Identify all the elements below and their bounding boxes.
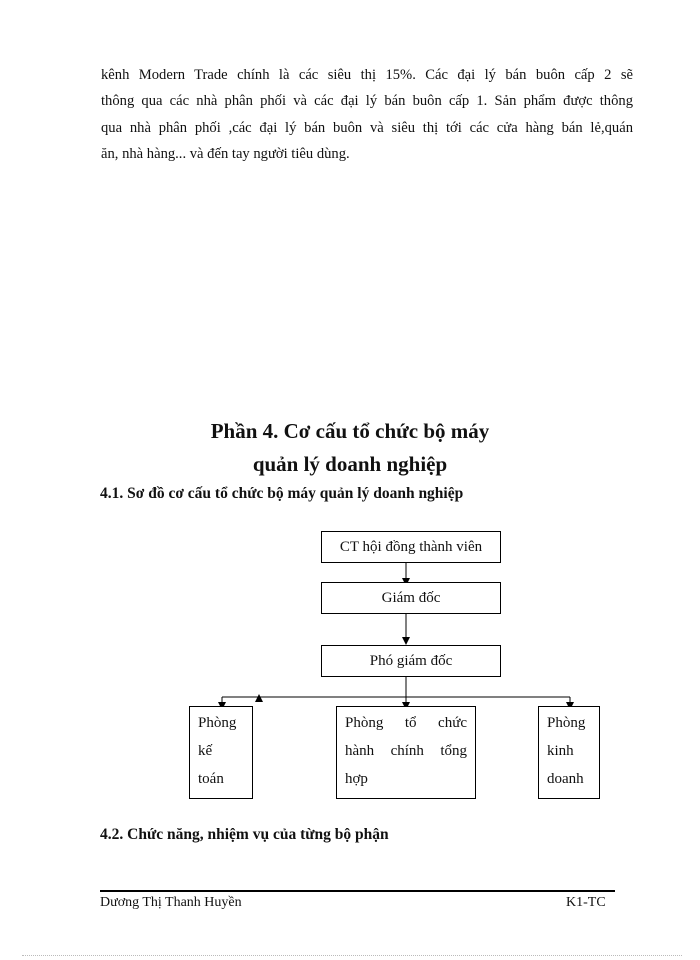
dept-sales-line: Phòng (547, 715, 586, 731)
intro-line: thông qua các nhà phân phối và các đại lý bán buôn cấp 1. Sản phẩm được thông (101, 93, 633, 110)
intro-line: qua nhà phân phối ,các đại lý bán buôn và siêu thị tới các cửa hàng bán lẻ,quán (101, 119, 633, 136)
subsection-heading-4-2: 4.2. Chức năng, nhiệm vụ của từng bộ phận (100, 826, 389, 843)
box-dept-admin (336, 706, 476, 799)
footer-divider (100, 890, 615, 892)
dept-admin-line: hợp (345, 771, 368, 787)
dept-accounting-line: kế (198, 743, 213, 759)
section-title-line1: Phần 4. Cơ cấu tổ chức bộ máy (210, 419, 490, 443)
dept-sales-line: kinh (547, 743, 574, 759)
page-edge-dotted-line (22, 955, 682, 956)
dept-accounting-line: Phòng (198, 715, 237, 731)
section-title-line2: quản lý doanh nghiệp (252, 452, 448, 476)
dept-admin-line: Phòng tổ chức (345, 715, 467, 731)
stray-arrowhead (255, 694, 263, 702)
dept-sales-line: doanh (547, 771, 584, 787)
box-board-chair: CT hội đồng thành viên (321, 531, 501, 563)
box-dept-sales (538, 706, 600, 799)
footer-class-code: K1-TC (566, 895, 606, 910)
dept-accounting-line: toán (198, 771, 224, 787)
subsection-heading-4-1: 4.1. Sơ đồ cơ cấu tổ chức bộ máy quản lý doanh nghiệp (100, 485, 464, 502)
intro-line: ăn, nhà hàng... và đến tay người tiêu dùng. (101, 146, 350, 163)
box-dept-accounting (189, 706, 253, 799)
box-director: Giám đốc (321, 582, 501, 614)
dept-admin-line: hành chính tổng (345, 743, 467, 759)
footer-author: Dương Thị Thanh Huyền (100, 895, 242, 910)
intro-line: kênh Modern Trade chính là các siêu thị 15%. Các đại lý bán buôn cấp 2 sẽ (101, 67, 633, 83)
box-deputy-director: Phó giám đốc (321, 645, 501, 677)
